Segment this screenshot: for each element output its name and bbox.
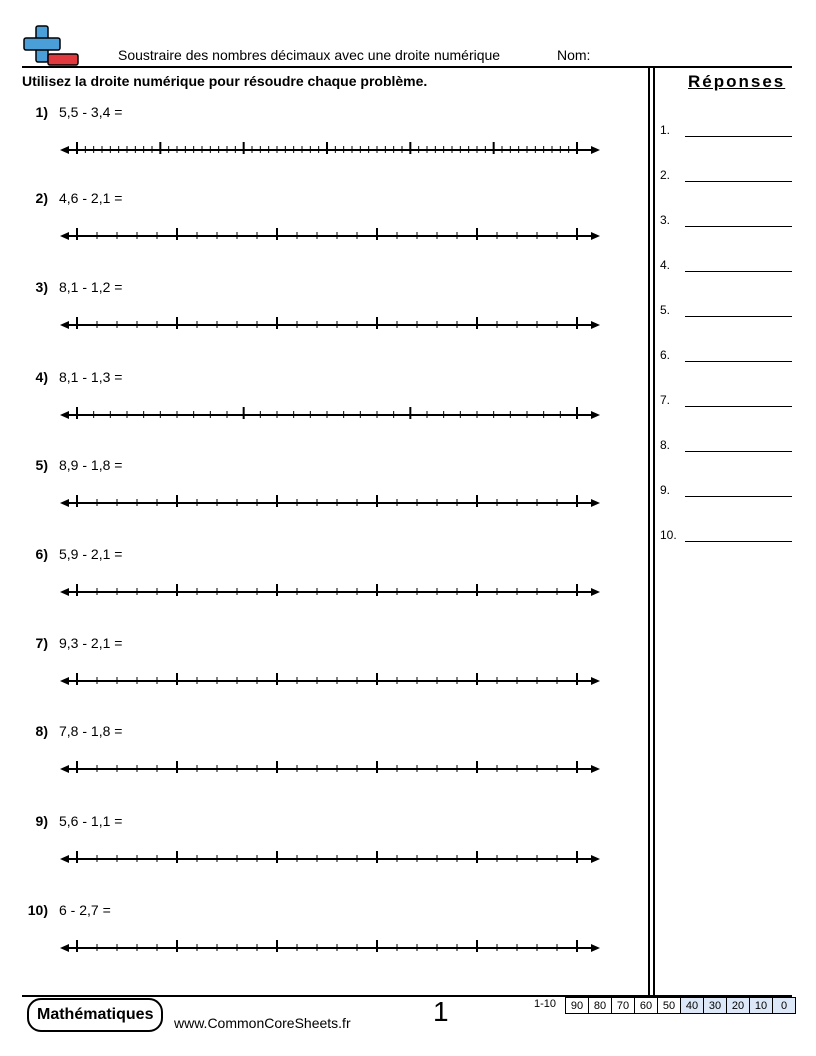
problem	[30, 190, 620, 270]
answer-line[interactable]	[685, 361, 792, 362]
site-url[interactable]: www.CommonCoreSheets.fr	[174, 1015, 351, 1031]
header-rule	[22, 66, 792, 68]
score-cell: 20	[727, 998, 750, 1014]
score-cell: 10	[750, 998, 773, 1014]
problem-number: 5)	[35, 457, 48, 473]
right-arrow-icon	[591, 765, 600, 773]
answer-line[interactable]	[685, 271, 792, 272]
problem	[30, 369, 620, 449]
problem	[30, 813, 620, 893]
answer-line[interactable]	[685, 496, 792, 497]
number-line[interactable]	[60, 299, 600, 329]
answer-number: 5.	[660, 303, 671, 317]
answer-line[interactable]	[685, 406, 792, 407]
problem-number: 7)	[35, 635, 48, 651]
left-arrow-icon	[60, 588, 69, 596]
answer-number: 2.	[660, 168, 671, 182]
problem-expression: 5,5 - 3,4 =	[59, 104, 123, 120]
subject-badge: Mathématiques	[27, 998, 163, 1032]
problem-number: 4)	[35, 369, 48, 385]
problem	[30, 635, 620, 715]
answer-row[interactable]	[660, 348, 792, 368]
score-range-label: 1-10	[534, 998, 557, 1010]
right-arrow-icon	[591, 411, 600, 419]
left-arrow-icon	[60, 765, 69, 773]
name-label: Nom:	[557, 47, 591, 63]
problem	[27, 902, 620, 982]
answer-row[interactable]	[660, 483, 792, 503]
score-cell: 30	[704, 998, 727, 1014]
number-line[interactable]	[60, 655, 600, 685]
answer-line[interactable]	[685, 181, 792, 182]
problem-expression: 8,1 - 1,2 =	[59, 279, 123, 295]
answer-row[interactable]	[660, 438, 792, 458]
right-arrow-icon	[591, 944, 600, 952]
answer-line[interactable]	[685, 226, 792, 227]
problem-number: 9)	[35, 813, 48, 829]
left-arrow-icon	[60, 677, 69, 685]
right-arrow-icon	[591, 146, 600, 154]
answers-title: Réponses	[688, 72, 786, 91]
answer-row[interactable]	[660, 393, 792, 413]
instructions: Utilisez la droite numérique pour résoudre chaque problème.	[22, 73, 428, 89]
answer-row[interactable]	[660, 303, 792, 323]
column-divider	[648, 68, 650, 996]
problem-expression: 4,6 - 2,1 =	[59, 190, 123, 206]
left-arrow-icon	[60, 499, 69, 507]
number-line[interactable]	[60, 566, 600, 596]
left-arrow-icon	[60, 944, 69, 952]
answer-line[interactable]	[685, 451, 792, 452]
number-line[interactable]	[60, 833, 600, 863]
problem-expression: 7,8 - 1,8 =	[59, 723, 123, 739]
problem-expression: 9,3 - 2,1 =	[59, 635, 123, 651]
answer-number: 3.	[660, 213, 671, 227]
right-arrow-icon	[591, 588, 600, 596]
problem	[30, 104, 620, 184]
answer-number: 9.	[660, 483, 671, 497]
problem-expression: 8,9 - 1,8 =	[59, 457, 123, 473]
left-arrow-icon	[60, 146, 69, 154]
score-cell: 60	[635, 998, 658, 1014]
answer-row[interactable]	[660, 213, 792, 233]
answer-row[interactable]	[660, 528, 792, 548]
page-number: 1	[433, 996, 449, 1027]
answer-number: 1.	[660, 123, 671, 137]
problem-number: 3)	[35, 279, 48, 295]
problem-expression: 8,1 - 1,3 =	[59, 369, 123, 385]
score-cell: 80	[589, 998, 612, 1014]
left-arrow-icon	[60, 321, 69, 329]
problem-expression: 5,6 - 1,1 =	[59, 813, 123, 829]
left-arrow-icon	[60, 232, 69, 240]
score-cell: 0	[773, 998, 796, 1014]
left-arrow-icon	[60, 411, 69, 419]
score-cell: 90	[566, 998, 589, 1014]
left-arrow-icon	[60, 855, 69, 863]
score-cell: 40	[681, 998, 704, 1014]
number-line[interactable]	[60, 743, 600, 773]
answer-row[interactable]	[660, 123, 792, 143]
problem	[30, 457, 620, 537]
score-cell: 50	[658, 998, 681, 1014]
column-divider	[653, 68, 655, 996]
answer-number: 10.	[660, 528, 677, 542]
problem	[30, 546, 620, 626]
answer-number: 4.	[660, 258, 671, 272]
logo-icon	[22, 24, 80, 68]
problem-expression: 6 - 2,7 =	[59, 902, 111, 918]
right-arrow-icon	[591, 232, 600, 240]
right-arrow-icon	[591, 855, 600, 863]
answer-number: 6.	[660, 348, 671, 362]
answer-number: 7.	[660, 393, 671, 407]
right-arrow-icon	[591, 499, 600, 507]
problem-number: 10)	[27, 902, 48, 918]
number-line[interactable]	[60, 210, 600, 240]
problem-number: 2)	[35, 190, 48, 206]
answer-row[interactable]	[660, 258, 792, 278]
number-line[interactable]	[60, 922, 600, 952]
answer-number: 8.	[660, 438, 671, 452]
number-line[interactable]	[60, 477, 600, 507]
answer-line[interactable]	[685, 136, 792, 137]
number-line[interactable]	[60, 389, 600, 419]
worksheet-title: Soustraire des nombres décimaux avec une droite numérique	[118, 47, 501, 63]
problem-number: 8)	[35, 723, 48, 739]
answer-line[interactable]	[685, 316, 792, 317]
right-arrow-icon	[591, 321, 600, 329]
right-arrow-icon	[591, 677, 600, 685]
score-table	[565, 997, 796, 1014]
problem	[30, 723, 620, 803]
problem	[30, 279, 620, 359]
problem-expression: 5,9 - 2,1 =	[59, 546, 123, 562]
answer-line[interactable]	[685, 541, 792, 542]
problem-number: 6)	[35, 546, 48, 562]
number-line[interactable]	[60, 124, 600, 154]
problem-number: 1)	[35, 104, 48, 120]
score-cell: 70	[612, 998, 635, 1014]
answer-row[interactable]	[660, 168, 792, 188]
